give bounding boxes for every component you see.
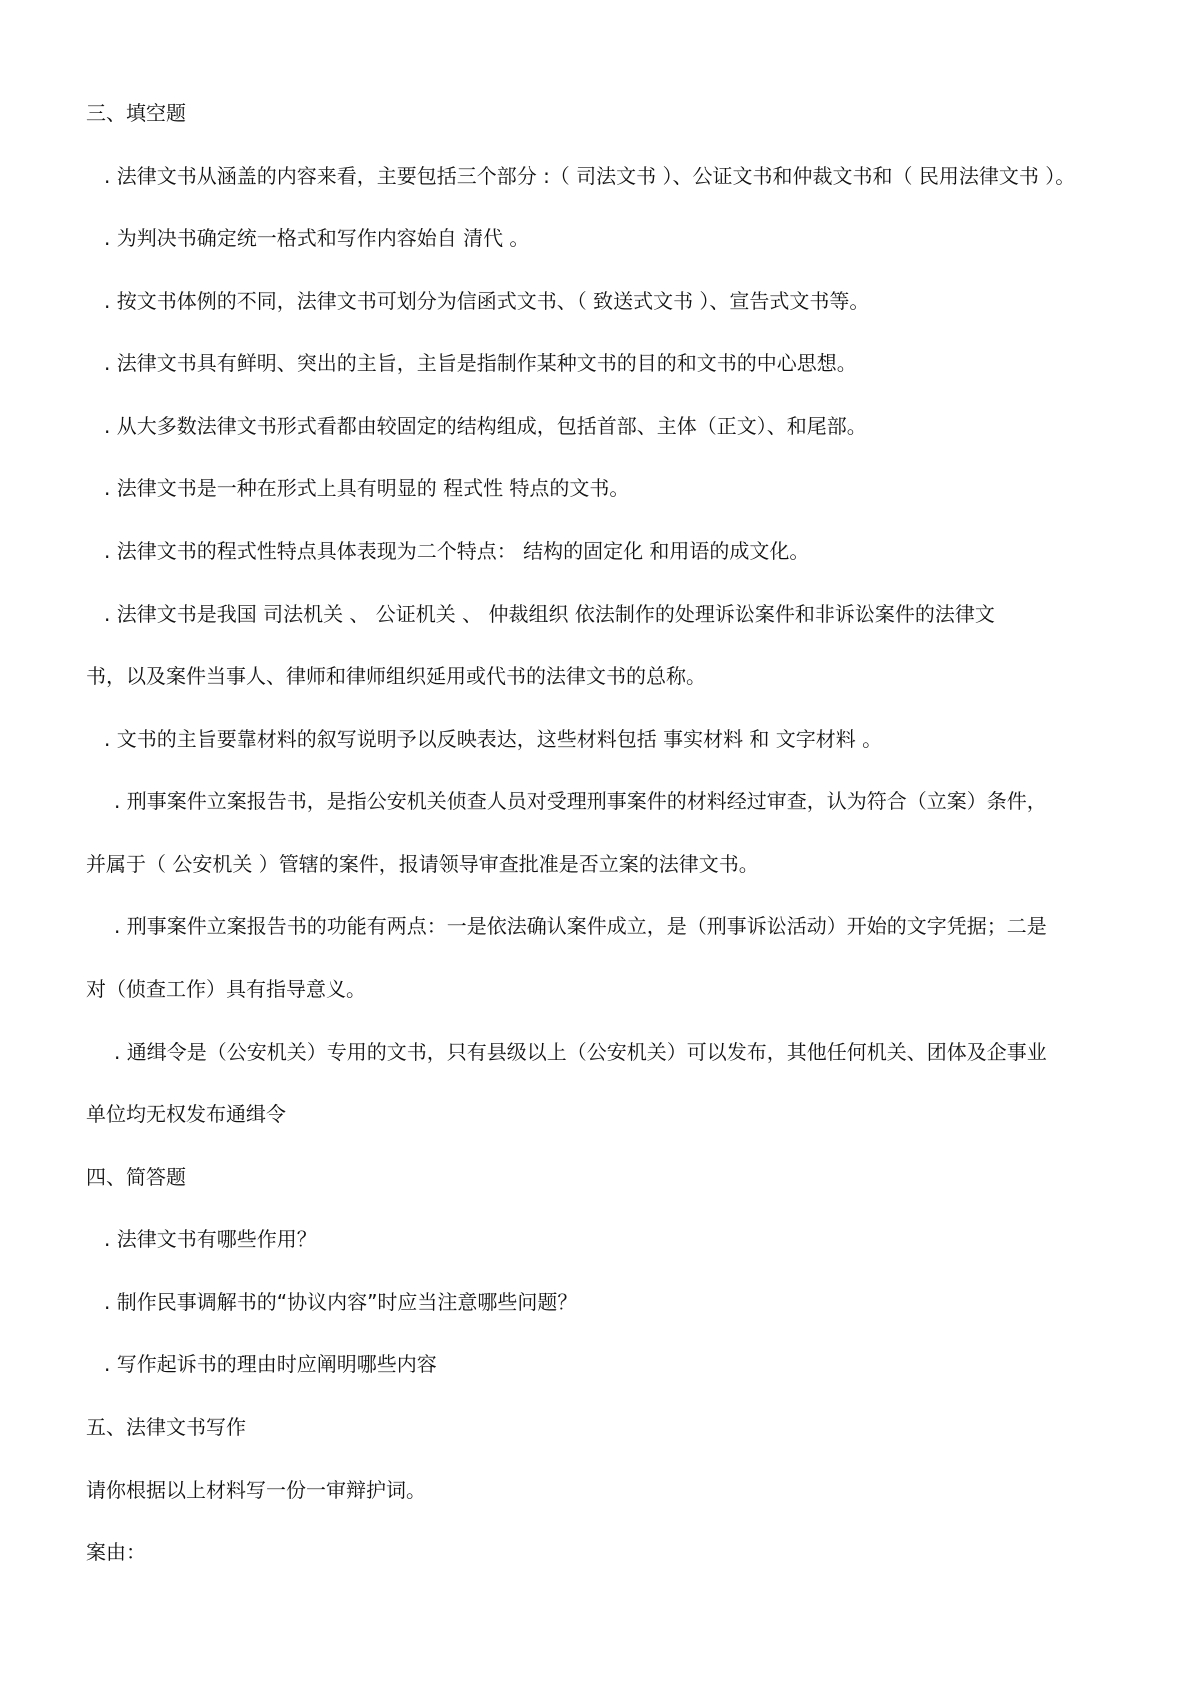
section-heading: 五、法律文书写作: [86, 1415, 246, 1439]
paragraph-line: 单位均无权发布通缉令: [86, 1102, 286, 1126]
paragraph-line: . 刑事案件立案报告书的功能有两点：一是依法确认案件成立，是（刑事诉讼活动）开始的文字凭据；二是: [114, 914, 1047, 938]
section-heading: 三、填空题: [86, 101, 186, 125]
question-line: . 制作民事调解书的“协议内容”时应当注意哪些问题？: [104, 1290, 578, 1314]
question-line: . 法律文书有哪些作用？: [104, 1227, 317, 1251]
paragraph-line: . 通缉令是（公安机关）专用的文书，只有县级以上（公安机关）可以发布，其他任何机关、团体及企事业: [114, 1040, 1047, 1064]
paragraph-line: . 法律文书是一种在形式上具有明显的 程式性 特点的文书。: [104, 476, 630, 500]
section-heading: 四、简答题: [86, 1165, 186, 1189]
paragraph-line: 并属于（ 公安机关 ）管辖的案件，报请领导审查批准是否立案的法律文书。: [86, 852, 759, 876]
paragraph-line: 对（侦查工作）具有指导意义。: [86, 977, 366, 1001]
paragraph-line: 书，以及案件当事人、律师和律师组织延用或代书的法律文书的总称。: [86, 664, 706, 688]
paragraph-line: . 文书的主旨要靠材料的叙写说明予以反映表达，这些材料包括 事实材料 和 文字材料 。: [104, 727, 883, 751]
paragraph-line: . 从大多数法律文书形式看都由较固定的结构组成，包括首部、主体（正文）、和尾部。: [104, 414, 867, 438]
paragraph-line: . 法律文书是我国 司法机关 、 公证机关 、 仲裁组织 依法制作的处理诉讼案件和非诉讼案件的法律文: [104, 602, 995, 626]
paragraph-line: . 法律文书从涵盖的内容来看，主要包括三个部分 :（ 司法文书 ）、公证文书和仲裁文书和（ 民用法律文书 ）。: [104, 164, 1076, 188]
paragraph-line: 请你根据以上材料写一份一审辩护词。: [86, 1478, 426, 1502]
paragraph-line: 案由：: [86, 1540, 146, 1564]
paragraph-line: . 为判决书确定统一格式和写作内容始自 清代 。: [104, 226, 530, 250]
paragraph-line: . 法律文书具有鲜明、突出的主旨，主旨是指制作某种文书的目的和文书的中心思想。: [104, 351, 857, 375]
paragraph-line: . 按文书体例的不同，法律文书可划分为信函式文书、（ 致送式文书 ）、宣告式文书等。: [104, 289, 870, 313]
paragraph-line: . 刑事案件立案报告书，是指公安机关侦查人员对受理刑事案件的材料经过审查，认为符合（立案）条件，: [114, 789, 1047, 813]
question-line: . 写作起诉书的理由时应阐明哪些内容: [104, 1352, 437, 1376]
paragraph-line: . 法律文书的程式性特点具体表现为二个特点： 结构的固定化 和用语的成文化。: [104, 539, 810, 563]
